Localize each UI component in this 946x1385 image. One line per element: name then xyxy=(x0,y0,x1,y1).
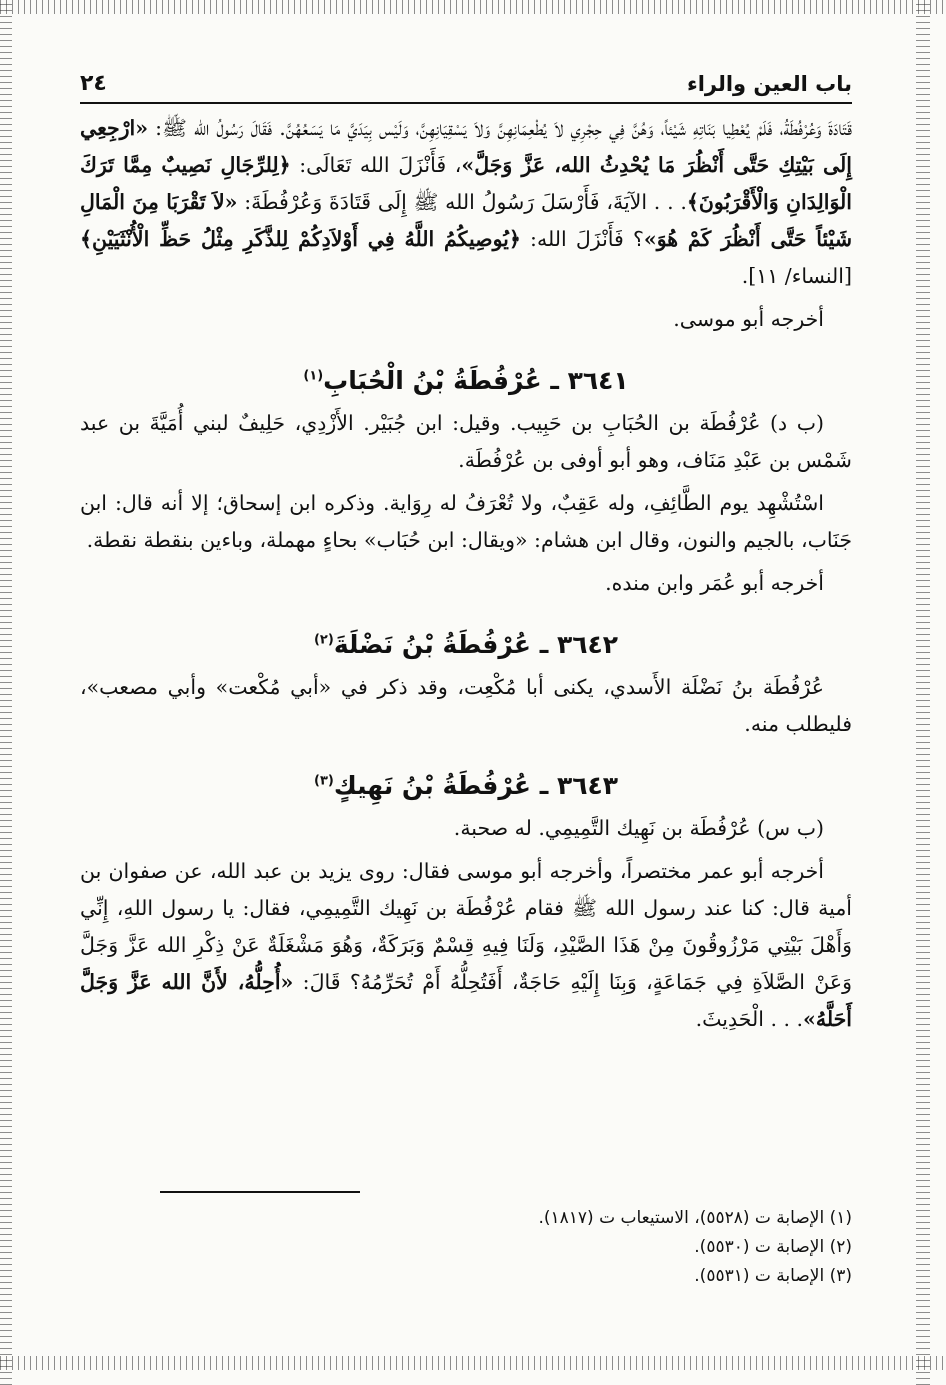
entry-paragraph: عُرْفُطَة بنُ نَضْلَة الأَسدي، يكنى أبا مُكْعِت، وقد ذكر في «أبي مُكْعت» وأبي مصعب»، فليطلب منه. xyxy=(80,675,852,736)
decorative-border-bottom xyxy=(0,1356,946,1370)
intro-text-2: ، فَأَنْزَلَ الله تَعَالَى: xyxy=(290,153,462,177)
entry-heading xyxy=(80,630,852,659)
intro-text-1: قَتَادَةَ وَعُرْفُطَةُ، فَلَمْ يُعْطِيا بَنَاتِهِ شَيْئاً، وَهُنَّ فِي حِجْرِي لاَ يُطْعِمَانِهِنَّ وَلاَ يَسْقِيَانِهِنَّ، وَلَيْس بِيَدَيَّ مَا يَسَعُهُنَّ. فَقَالَ رَسُولُ الله ﷺ: xyxy=(148,116,852,140)
hadith-ending: . . . الْحَدِيثَ. xyxy=(695,1007,804,1031)
verse-reference: [النساء/ ١١]. xyxy=(741,264,852,288)
footnote-mark: (٢) xyxy=(313,632,334,648)
prophet-quote: «أُحِلُّهُ، لأَنَّ الله عَزَّ وَجَلَّ أَحَلَّهُ» xyxy=(80,970,852,1031)
prophet-quote: «لاَ تَقْرَبَا مِنَ الْمَالِ شَيْئاً حَتَّى أَنْظُرَ كَمْ هُوَ» xyxy=(80,190,852,251)
running-header xyxy=(80,60,852,104)
decorative-border-top xyxy=(0,0,946,14)
intro-text-3: . . . الآيَةَ، فَأَرْسَلَ رَسُولُ الله ﷺ إِلَى قَتَادَةَ وَعُرْفُطَةَ: xyxy=(237,190,687,214)
chapter-title: باب العين والراء xyxy=(686,72,852,96)
footnote: (٣) الإصابة ت (٥٥٣١). xyxy=(694,1266,852,1286)
intro-text-4: ؟ فَأَنْزَلَ الله: xyxy=(520,227,644,251)
decorative-border-left xyxy=(0,0,12,1385)
entry-title: ٣٦٤١ ـ عُرْفُطَةُ بْنُ الْحُبَابِ xyxy=(323,366,629,395)
intro-paragraph xyxy=(80,110,852,295)
footnotes xyxy=(80,1204,852,1291)
decorative-border-right xyxy=(916,0,930,1385)
hadith-text: أخرجه أبو عمر مختصراً، وأخرجه أبو موسى فقال: روى يزيد بن عبد الله، عن صفوان بن أمية قال: كنا عند رسول الله ﷺ فقام عُرْفُطَة بن نَهِيك التَّمِيمِي، فقال: يا رسول اللهِ، إِنِّي وَأَهْلَ بَيْتِي مَرْزُوقُونَ مِنْ هَذَا الصَّيْدِ، وَلَنَا فِيهِ قِسْمٌ وَبَرَكَةٌ، وَهُوَ مَشْغَلَةٌ عَنْ ذِكْرِ الله عَزَّ وَجَلَّ وَعَنْ الصَّلاَةِ فِي جَمَاعَةٍ، وَبِنَا إِلَيْهِ حَاجَةٌ، أَفَتُحِلُّهُ أَمْ تُحَرِّمُهُ؟ قَالَ: xyxy=(80,859,852,994)
footnote-mark: (٣) xyxy=(313,773,334,789)
entry-paragraph: (ب د) عُرْفُطَة بن الحُبَابِ بن حَبِيب. وقيل: ابن جُبَيْر. الأَزْدِي، حَلِيفٌ لبني أُمَيَّةَ بن عبد شَمْس بن عَبْدِ مَنَاف، وهو أبو أوفى بن عُرْفُطَة. xyxy=(80,411,852,472)
footnote-mark: (١) xyxy=(303,368,324,384)
quran-verse: ﴿لِلرِّجَالِ نَصِيبٌ مِمَّا تَرَكَ الْوَالِدَانِ وَالْأَقْرَبُونَ﴾ xyxy=(80,153,852,214)
entry-title: ٣٦٤٣ ـ عُرْفُطَةُ بْنُ نَهِيكٍ xyxy=(333,771,619,800)
entry-paragraph: (ب س) عُرْفُطَة بن نَهِيك التَّمِيمِي. له صحبة. xyxy=(453,816,824,840)
entry-paragraph: اسْتُشْهِد يوم الطَّائِفِ، وله عَقِبٌ، ولا تُعْرَفُ له رِوَاية. وذكره ابن إسحاق؛ إلا أنه قال: ابن جَنَاب، بالجيم والنون، وقال ابن هشام: «ويقال: ابن حُبَاب» بحاءٍ مهملة، وباءين بنقطة نقطة. xyxy=(80,491,852,552)
page-number: ٢٤ xyxy=(80,71,107,96)
quran-verse: ﴿يُوصِيكُمُ اللَّهُ فِي أَوْلاَدِكُمْ لِلذَّكَرِ مِثْلُ حَظِّ الْأُنْثَيَيْنِ﴾ xyxy=(80,227,521,251)
entry-heading xyxy=(80,366,852,395)
hadith-paragraph xyxy=(80,853,852,1038)
source-note: أخرجه أبو عُمَر وابن منده. xyxy=(605,571,824,595)
footnote-divider xyxy=(160,1191,360,1193)
footnote: (٢) الإصابة ت (٥٥٣٠). xyxy=(694,1237,852,1257)
page-body xyxy=(80,60,852,1038)
source-note: أخرجه أبو موسى. xyxy=(673,307,824,331)
entry-title: ٣٦٤٢ ـ عُرْفُطَةُ بْنُ نَضْلَةَ xyxy=(333,630,619,659)
entry-heading xyxy=(80,771,852,800)
footnote: (١) الإصابة ت (٥٥٢٨)، الاستيعاب ت (١٨١٧). xyxy=(538,1208,852,1228)
prophet-quote: «ارْجِعِي إِلَى بَيْتِكِ حَتَّى أَنْظُرَ مَا يُحْدِثُ الله، عَزَّ وَجَلَّ» xyxy=(80,116,852,177)
